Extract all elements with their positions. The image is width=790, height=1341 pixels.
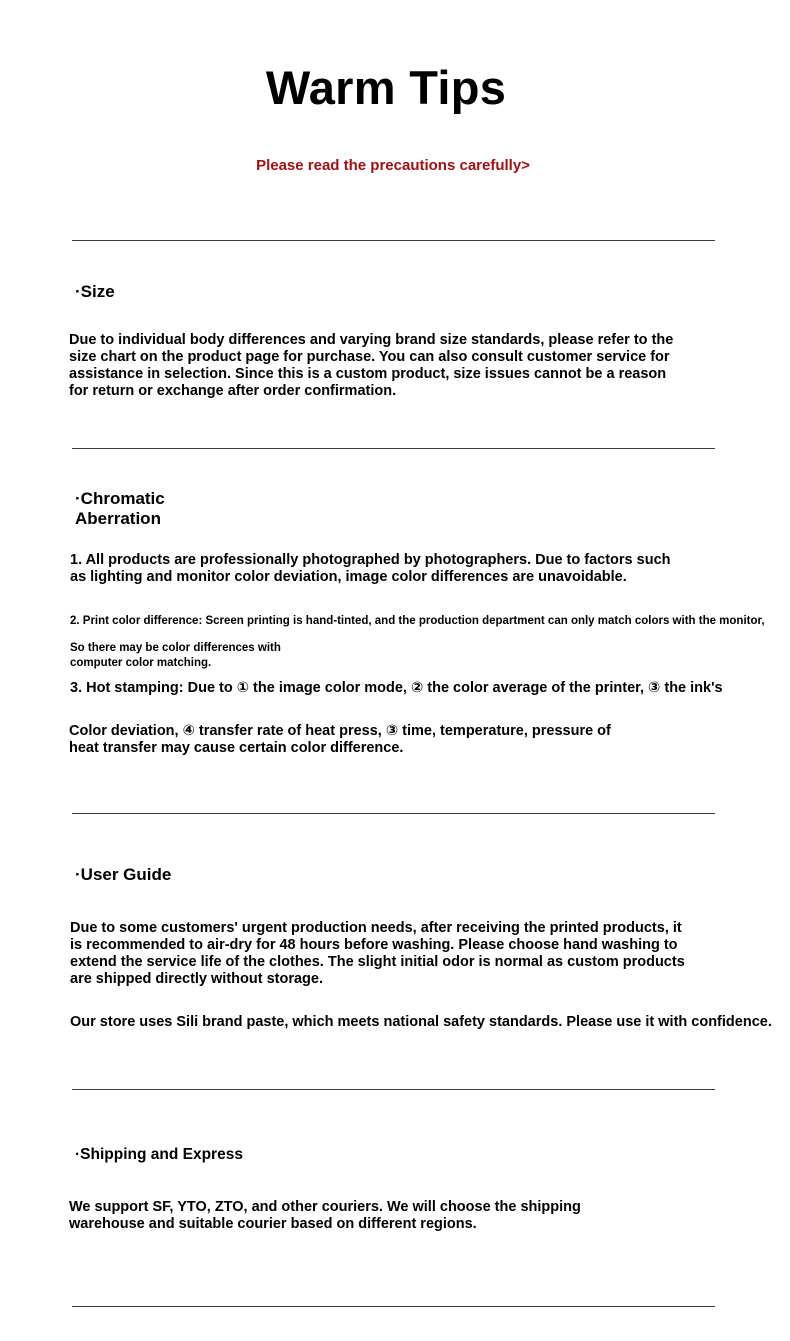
- divider: [72, 1306, 715, 1307]
- divider: [72, 240, 715, 241]
- user-guide-description: Due to some customers' urgent production needs, after receiving the printed products, it is recommended to air-dry for 48 hours before washing. Please choose hand washing to extend the service life of the clothes. The slight initial odor is normal as custom products are shipped directly without storage.: [70, 920, 685, 987]
- shipping-description: We support SF, YTO, ZTO, and other couriers. We will choose the shipping warehouse and suitable courier based on different regions.: [69, 1199, 581, 1232]
- page-title: Warm Tips: [265, 61, 507, 114]
- size-description: Due to individual body differences and varying brand size standards, please refer to the size chart on the product page for purchase. You can also consult customer service for assistance in selection. Since this is a custom product, size issues cannot be a reason for return or exchange after order confirmation.: [69, 332, 674, 399]
- chromatic-item-2-line1: 2. Print color difference: Screen printing is hand-tinted, and the production department can only match colors with the monitor,: [70, 615, 765, 627]
- subtitle-notice: Please read the precautions carefully>: [256, 157, 530, 174]
- section-heading-size: ·Size: [75, 282, 115, 301]
- section-heading-chromatic-line1: ·Chromatic: [75, 489, 165, 508]
- chromatic-item-1: 1. All products are professionally photographed by photographers. Due to factors such as lighting and monitor color deviation, image color differences are unavoidable.: [70, 552, 671, 585]
- chromatic-item-3-line2: Color deviation, ④ transfer rate of heat press, ③ time, temperature, pressure of heat transfer may cause certain color difference.: [69, 723, 611, 756]
- section-heading-shipping: ·Shipping and Express: [75, 1146, 243, 1163]
- section-heading-user-guide: ·User Guide: [75, 865, 172, 884]
- divider: [72, 1089, 715, 1090]
- divider: [72, 813, 715, 814]
- user-guide-paste-note: Our store uses Sili brand paste, which meets national safety standards. Please use it with confidence.: [70, 1014, 772, 1030]
- chromatic-item-3-line1: 3. Hot stamping: Due to ① the image color mode, ② the color average of the printer, ③ the ink's: [70, 680, 723, 696]
- divider: [72, 448, 715, 449]
- section-heading-chromatic-line2: Aberration: [75, 509, 161, 528]
- chromatic-item-2-line2: So there may be color differences with computer color matching.: [70, 642, 281, 669]
